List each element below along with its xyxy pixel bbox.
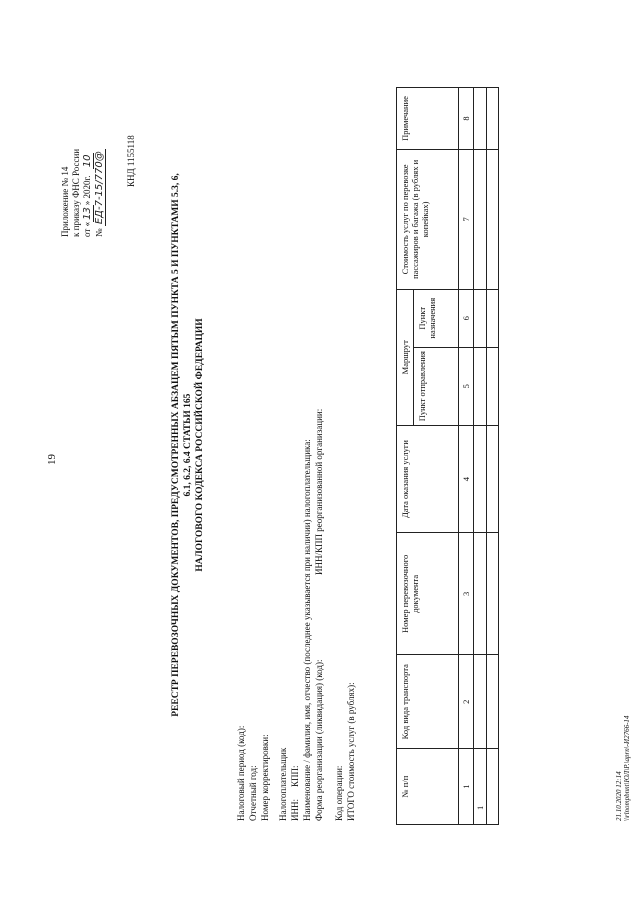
appendix-date-prefix: от «: [82, 221, 92, 237]
table-cell: [474, 347, 487, 425]
title-line-1: РЕЕСТР ПЕРЕВОЗОЧНЫХ ДОКУМЕНТОВ, ПРЕДУСМОТРЕННЫХ АБЗАЦЕМ ПЯТЫМ ПУНКТА 5 И ПУНКТАМИ 5.3, 6, 6.1, 6.2, 6.4 СТАТЬИ 165: [171, 173, 193, 717]
header-note: Примечание: [397, 88, 459, 150]
column-number: 1: [459, 749, 474, 825]
appendix-date-line: [82, 149, 94, 237]
column-number: 5: [459, 347, 474, 425]
column-number: 2: [459, 655, 474, 749]
column-number: 6: [459, 289, 474, 347]
column-number: 8: [459, 88, 474, 150]
taxpayer-label: Налогоплательщик: [278, 747, 288, 821]
page-number: 19: [46, 454, 58, 465]
correction-number-label: Номер корректировки:: [260, 734, 270, 821]
table-row: [487, 88, 499, 825]
header-number: № п/п: [397, 749, 459, 825]
appendix-number: ЕД-7-15/770@: [94, 151, 105, 225]
appendix-number-line: [94, 149, 106, 237]
header-document-number: Номер перевозочного документа: [397, 533, 459, 655]
table-cell: [474, 533, 487, 655]
table-cell: [474, 655, 487, 749]
table-cell: [487, 533, 499, 655]
appendix-year: » 2020г.: [82, 175, 92, 206]
operation-code-label: Код операции:: [334, 765, 344, 821]
reorg-form-label: Форма реорганизации (ликвидация) (код):: [314, 659, 324, 821]
registry-table: [396, 87, 499, 825]
footer-timestamp: 21.10.2020 12:14: [615, 771, 623, 821]
tax-period-label: Налоговый период (код):: [236, 725, 246, 821]
table-cell: [487, 425, 499, 533]
table-cell: [487, 655, 499, 749]
table-cell: [487, 347, 499, 425]
appendix-number-prefix: №: [94, 228, 104, 237]
title-line-2: НАЛОГОВОГО КОДЕКСА РОССИЙСКОЙ ФЕДЕРАЦИИ: [195, 318, 205, 572]
print-footer: [615, 716, 631, 821]
knd-code: КНД 1155118: [126, 135, 136, 187]
taxpayer-name-label: Наименование / фамилия, имя, отчество (последнее указывается при наличии) налогоплательщика:: [302, 439, 312, 821]
table-cell: [474, 150, 487, 290]
header-service-date: Дата оказания услуги: [397, 425, 459, 533]
appendix-line-1: Приложение № 14: [60, 166, 70, 237]
appendix-day: 13: [82, 207, 93, 220]
column-numbers-row: [459, 88, 474, 825]
table-row: [474, 88, 487, 825]
header-row-1: [397, 88, 414, 825]
document-title: [170, 165, 206, 725]
reorg-inn-kpp-label: ИНН/КПП реорганизованной организации:: [314, 408, 324, 575]
header-transport-code: Код вида транспорта: [397, 655, 459, 749]
header-destination: Пункт назначения: [414, 289, 459, 347]
table-cell: [487, 749, 499, 825]
column-number: 7: [459, 150, 474, 290]
table-cell: [487, 150, 499, 290]
table-cell: [474, 289, 487, 347]
table-cell: [487, 88, 499, 150]
kpp-label: КПП:: [290, 765, 300, 787]
column-number: 3: [459, 533, 474, 655]
footer-path: \\rlnompbnnt\ЮЛ\Р.\aprn\-И2766-14: [623, 715, 631, 821]
table-cell: [487, 289, 499, 347]
table-cell: [474, 425, 487, 533]
header-route: Маршрут: [397, 289, 414, 425]
appendix-block: [60, 149, 106, 237]
report-year-label: Отчетный год:: [248, 765, 258, 821]
column-number: 4: [459, 425, 474, 533]
header-service-cost: Стоимость услуг по перевозке пассажиров и багажа (в рублях и копейках): [397, 150, 459, 290]
row-index: 1: [474, 749, 487, 825]
table-cell: [474, 88, 487, 150]
total-cost-label: ИТОГО стоимость услуг (в рублях):: [346, 682, 356, 821]
header-departure: Пункт отправления: [414, 347, 459, 425]
appendix-month: 10: [82, 154, 93, 168]
appendix-line-2: к приказу ФНС России: [71, 148, 81, 237]
inn-label: ИНН:: [290, 799, 300, 821]
